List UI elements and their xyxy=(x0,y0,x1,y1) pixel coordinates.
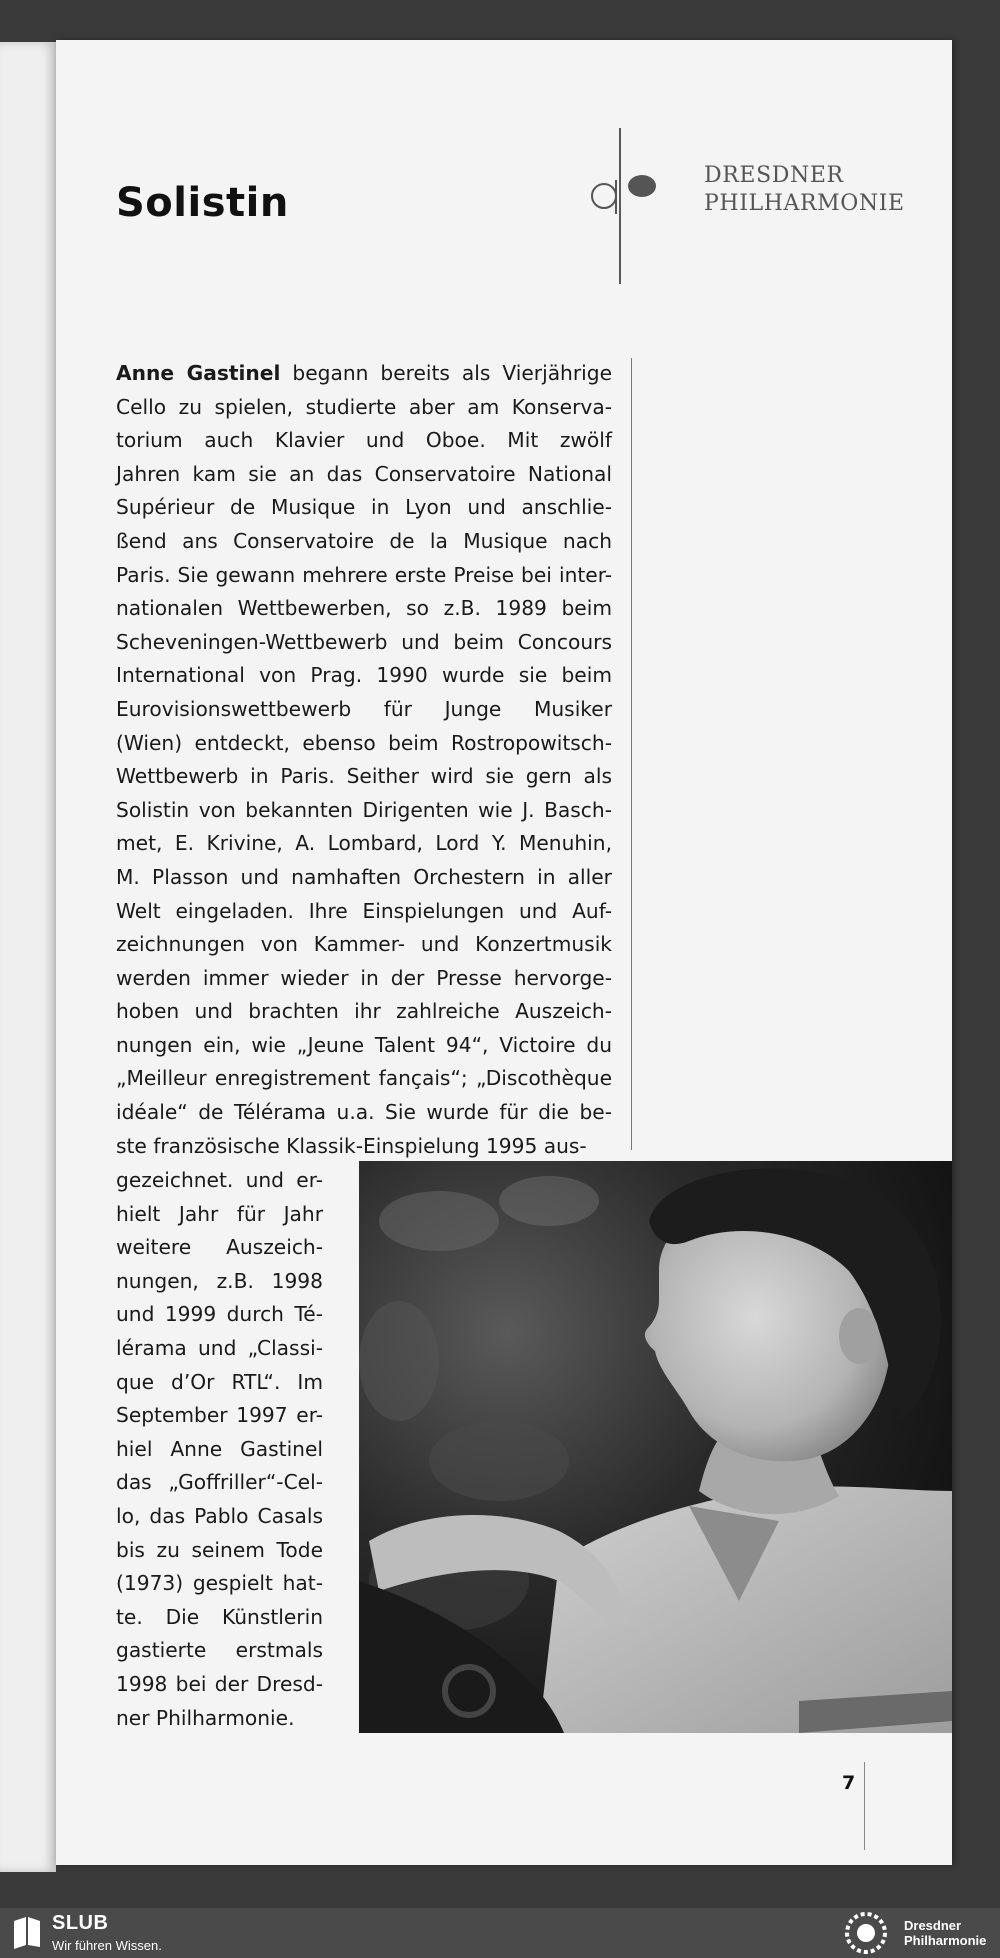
text-line: Cello zu spielen, studierte aber am Konserva- xyxy=(116,394,612,419)
footer-bar xyxy=(0,1908,1000,1958)
soloist-portrait-photo xyxy=(359,1161,952,1733)
logo-line-1: DRESDNER xyxy=(704,163,844,188)
soloist-name: Anne Gastinel xyxy=(116,361,281,385)
dp-logo-icon xyxy=(586,86,706,286)
column-divider xyxy=(631,358,632,1150)
text-line: hoben und brachten ihr zahlreiche Auszeich- xyxy=(116,999,612,1024)
text-line: ner Philharmonie. xyxy=(116,1705,295,1730)
biography-text-narrow xyxy=(116,1164,323,1735)
page-number: 7 xyxy=(842,1772,856,1794)
left-page-edge xyxy=(0,42,56,1872)
text-line: Eurovisionswettbewerb für Junge Musiker xyxy=(116,696,612,721)
text-line: hiel Anne Gastinel xyxy=(116,1436,323,1461)
text-line: (Wien) entdeckt, ebenso beim Rostropowitsch- xyxy=(116,730,612,755)
text-line: met, E. Krivine, A. Lombard, Lord Y. Menuhin, xyxy=(116,831,612,856)
text-line: und 1999 durch Té- xyxy=(116,1302,323,1327)
text-line: Paris. Sie gewann mehrere erste Preise bei inter- xyxy=(116,562,612,587)
text-line: lérama und „Classi- xyxy=(116,1335,323,1360)
document-page xyxy=(56,40,952,1865)
logo-wordmark xyxy=(704,162,905,218)
text-line: Supérieur de Musique in Lyon und anschlie- xyxy=(116,495,612,520)
text-line: Wettbewerb in Paris. Seither wird sie gern als xyxy=(116,764,612,789)
text-line: Jahren kam sie an das Conservatoire National xyxy=(116,461,612,486)
text-line: 1998 bei der Dresd- xyxy=(116,1671,323,1696)
text-line: Scheveningen-Wettbewerb und beim Concours xyxy=(116,629,612,654)
text-line: ste französische Klassik-Einspielung 1995 aus- xyxy=(116,1133,587,1158)
biography-text-wide xyxy=(116,357,612,1163)
text-line: nungen ein, wie „Jeune Talent 94“, Victoire du xyxy=(116,1032,612,1057)
library-name[interactable]: SLUB xyxy=(52,1912,109,1934)
text-line: gezeichnet. und er- xyxy=(116,1168,323,1192)
library-slogan: Wir führen Wissen. xyxy=(52,1938,162,1953)
text-line: Welt eingeladen. Ihre Einspielungen und Auf- xyxy=(116,898,612,923)
page-title: Solistin xyxy=(116,180,289,226)
logo-line-2: PHILHARMONIE xyxy=(704,191,905,216)
partner-line-2: Philharmonie xyxy=(904,1933,987,1948)
text-line: bis zu seinem Tode xyxy=(116,1537,323,1562)
text-line: que d’Or RTL“. Im xyxy=(116,1369,323,1394)
text-line: weitere Auszeich- xyxy=(116,1235,323,1260)
dresdner-philharmonie-logo xyxy=(586,86,905,306)
partner-name[interactable] xyxy=(904,1918,986,1948)
text-line: zeichnungen von Kammer- und Konzertmusik xyxy=(116,932,612,957)
text-line: lo, das Pablo Casals xyxy=(116,1503,323,1528)
text-line: Anne Gastinel begann bereits als Vierjährige xyxy=(116,361,612,385)
text-line: (1973) gespielt hat- xyxy=(116,1571,323,1596)
text-line: hielt Jahr für Jahr xyxy=(116,1201,323,1226)
text-line: werden immer wieder in der Presse hervorge- xyxy=(116,965,612,990)
slub-book-icon xyxy=(12,1915,44,1949)
text-line: das „Goffriller“-Cel- xyxy=(116,1470,323,1495)
page-number-divider xyxy=(864,1762,865,1850)
text-line: torium auch Klavier und Oboe. Mit zwölf xyxy=(116,428,612,453)
text-line: te. Die Künstlerin xyxy=(116,1604,323,1629)
text-line: gastierte erstmals xyxy=(116,1638,323,1663)
text-line: nationalen Wettbewerben, so z.B. 1989 beim xyxy=(116,596,612,621)
text-line: „Meilleur enregistrement fançais“; „Discothèque xyxy=(116,1066,612,1091)
text-line: September 1997 er- xyxy=(116,1403,323,1428)
text-line: nungen, z.B. 1998 xyxy=(116,1268,323,1293)
text-line: International von Prag. 1990 wurde sie beim xyxy=(116,663,612,688)
text-line: Solistin von bekannten Dirigenten wie J. Basch- xyxy=(116,797,612,822)
text-line: idéale“ de Télérama u.a. Sie wurde für die be- xyxy=(116,1100,612,1125)
text-line: ßend ans Conservatoire de la Musique nach xyxy=(116,528,612,553)
partner-line-1: Dresdner xyxy=(904,1918,962,1933)
text-line: M. Plasson und namhaften Orchestern in aller xyxy=(116,864,612,889)
partner-logo-icon xyxy=(838,1912,894,1954)
